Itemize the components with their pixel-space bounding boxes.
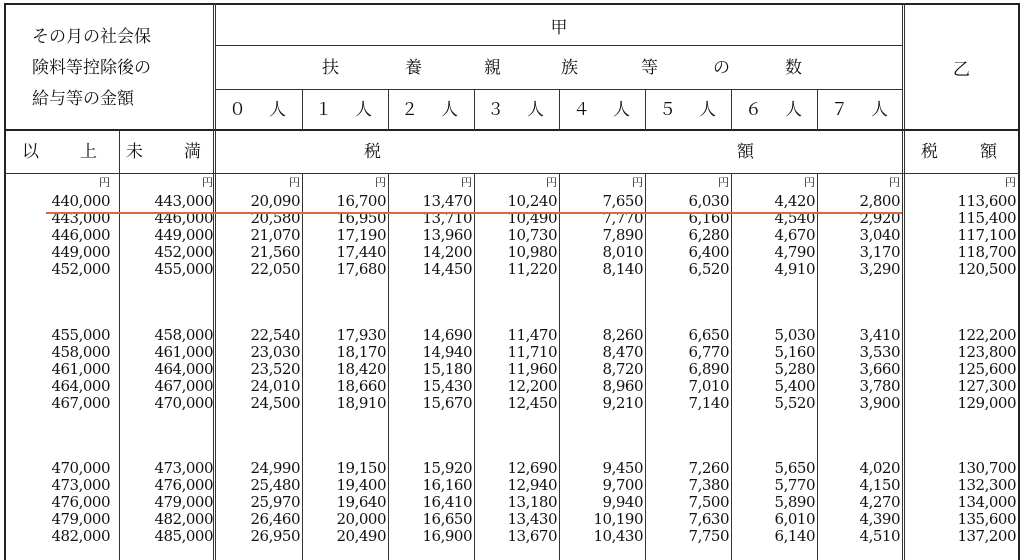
table-cell: 14,690 — [422, 326, 472, 344]
table-cell: 23,030 — [250, 343, 300, 361]
table-cell: 449,000 — [154, 226, 213, 244]
table-cell: 7,010 — [688, 377, 729, 395]
unit-mark: 円 — [375, 176, 386, 189]
dependent-count: １ — [315, 100, 332, 120]
table-cell: 15,670 — [422, 394, 472, 412]
unit-mark: 円 — [289, 176, 300, 189]
table-cell: 8,260 — [602, 326, 643, 344]
table-cell: 7,140 — [688, 394, 729, 412]
table-cell: 123,800 — [957, 343, 1016, 361]
table-cell: 443,000 — [51, 209, 110, 227]
table-cell: 455,000 — [51, 326, 110, 344]
otsu-header: 乙 — [953, 59, 970, 80]
table-cell: 6,650 — [688, 326, 729, 344]
dependent-count: ４ — [573, 100, 590, 120]
rule — [559, 89, 560, 130]
table-cell: 8,140 — [602, 260, 643, 278]
table-cell: 11,220 — [507, 260, 557, 278]
table-cell: 4,510 — [859, 527, 900, 545]
table-cell: 7,770 — [602, 209, 643, 227]
rule — [388, 174, 389, 560]
dependents-header-char: 養 — [405, 58, 422, 78]
dependents-header-char: 族 — [561, 58, 578, 78]
rule — [474, 89, 475, 130]
table-cell: 485,000 — [154, 527, 213, 545]
table-cell: 15,920 — [422, 459, 472, 477]
table-cell: 25,970 — [250, 493, 300, 511]
table-cell: 18,660 — [336, 377, 386, 395]
dependents-header-char: 等 — [641, 58, 658, 78]
kou-header: 甲 — [550, 17, 568, 38]
table-cell: 26,950 — [250, 527, 300, 545]
table-cell: 20,000 — [336, 510, 386, 528]
unit-mark: 円 — [461, 176, 472, 189]
table-cell: 24,990 — [250, 459, 300, 477]
table-cell: 458,000 — [51, 343, 110, 361]
rule — [119, 130, 120, 560]
table-cell: 5,030 — [774, 326, 815, 344]
rule — [474, 174, 475, 560]
table-cell: 7,890 — [602, 226, 643, 244]
table-cell: 5,520 — [774, 394, 815, 412]
dependent-count: ５ — [659, 100, 676, 120]
rule — [4, 129, 1020, 131]
table-cell: 129,000 — [957, 394, 1016, 412]
table-cell: 19,400 — [336, 476, 386, 494]
miman-label: 未 — [126, 142, 143, 162]
table-cell: 9,210 — [602, 394, 643, 412]
table-cell: 7,500 — [688, 493, 729, 511]
rule — [645, 89, 646, 130]
table-cell: 6,890 — [688, 360, 729, 378]
table-cell: 20,490 — [336, 527, 386, 545]
table-cell: 16,950 — [336, 209, 386, 227]
miman-label: 満 — [184, 142, 201, 162]
table-cell: 22,540 — [250, 326, 300, 344]
table-cell: 15,430 — [422, 377, 472, 395]
table-cell: 2,800 — [859, 192, 900, 210]
table-cell: 16,160 — [422, 476, 472, 494]
table-cell: 10,980 — [507, 243, 557, 261]
table-cell: 473,000 — [154, 459, 213, 477]
person-suffix: 人 — [269, 100, 286, 120]
table-cell: 122,200 — [957, 326, 1016, 344]
table-cell: 9,940 — [602, 493, 643, 511]
unit-mark: 円 — [99, 176, 110, 189]
table-cell: 21,070 — [250, 226, 300, 244]
table-cell: 5,280 — [774, 360, 815, 378]
table-cell: 12,200 — [507, 377, 557, 395]
table-cell: 120,500 — [957, 260, 1016, 278]
dependents-header-char: 扶 — [322, 58, 339, 78]
dependent-count: ２ — [401, 100, 418, 120]
table-cell: 3,530 — [859, 343, 900, 361]
table-cell: 5,770 — [774, 476, 815, 494]
table-cell: 3,410 — [859, 326, 900, 344]
table-cell: 443,000 — [154, 192, 213, 210]
header-line: 険料等控除後の — [32, 58, 151, 78]
header-line: その月の社会保 — [32, 27, 151, 47]
zei-label: 税 — [364, 142, 381, 162]
table-cell: 5,890 — [774, 493, 815, 511]
rule — [215, 45, 903, 46]
table-cell: 18,420 — [336, 360, 386, 378]
table-cell: 25,480 — [250, 476, 300, 494]
table-cell: 132,300 — [957, 476, 1016, 494]
person-suffix: 人 — [355, 100, 372, 120]
unit-mark: 円 — [546, 176, 557, 189]
table-cell: 6,140 — [774, 527, 815, 545]
table-cell: 20,090 — [250, 192, 300, 210]
table-cell: 6,400 — [688, 243, 729, 261]
unit-mark: 円 — [1005, 176, 1016, 189]
table-cell: 3,780 — [859, 377, 900, 395]
table-cell: 115,400 — [957, 209, 1016, 227]
table-cell: 18,170 — [336, 343, 386, 361]
table-cell: 6,010 — [774, 510, 815, 528]
dependent-count: ０ — [229, 100, 246, 120]
table-cell: 6,030 — [688, 192, 729, 210]
table-cell: 470,000 — [154, 394, 213, 412]
table-cell: 13,430 — [507, 510, 557, 528]
table-cell: 473,000 — [51, 476, 110, 494]
dependents-header-char: の — [713, 58, 730, 78]
table-cell: 117,100 — [957, 226, 1016, 244]
person-suffix: 人 — [699, 100, 716, 120]
table-cell: 21,560 — [250, 243, 300, 261]
table-cell: 8,960 — [602, 377, 643, 395]
table-cell: 7,380 — [688, 476, 729, 494]
header-line: 給与等の金額 — [32, 89, 134, 109]
table-cell: 4,910 — [774, 260, 815, 278]
table-cell: 452,000 — [51, 260, 110, 278]
table-cell: 4,150 — [859, 476, 900, 494]
table-cell: 464,000 — [51, 377, 110, 395]
table-cell: 130,700 — [957, 459, 1016, 477]
person-suffix: 人 — [527, 100, 544, 120]
table-cell: 9,700 — [602, 476, 643, 494]
table-cell: 8,010 — [602, 243, 643, 261]
table-cell: 3,290 — [859, 260, 900, 278]
dependent-count: ３ — [487, 100, 504, 120]
dependent-count: ６ — [745, 100, 762, 120]
table-cell: 10,730 — [507, 226, 557, 244]
table-cell: 16,900 — [422, 527, 472, 545]
table-cell: 3,900 — [859, 394, 900, 412]
table-cell: 17,930 — [336, 326, 386, 344]
table-cell: 24,500 — [250, 394, 300, 412]
table-cell: 452,000 — [154, 243, 213, 261]
table-cell: 440,000 — [51, 192, 110, 210]
table-cell: 14,940 — [422, 343, 472, 361]
table-cell: 19,150 — [336, 459, 386, 477]
table-cell: 7,750 — [688, 527, 729, 545]
dependents-header-char: 親 — [484, 58, 501, 78]
highlight-underline — [46, 212, 902, 214]
otsu-gaku-label: 額 — [980, 142, 997, 162]
rule — [817, 174, 818, 560]
table-cell: 17,440 — [336, 243, 386, 261]
table-cell: 14,450 — [422, 260, 472, 278]
table-cell: 4,540 — [774, 209, 815, 227]
table-cell: 16,410 — [422, 493, 472, 511]
table-cell: 470,000 — [51, 459, 110, 477]
table-cell: 482,000 — [51, 527, 110, 545]
table-cell: 9,450 — [602, 459, 643, 477]
otsu-zei-label: 税 — [921, 142, 938, 162]
table-cell: 135,600 — [957, 510, 1016, 528]
person-suffix: 人 — [613, 100, 630, 120]
amount-range-header — [32, 22, 151, 115]
table-cell: 4,420 — [774, 192, 815, 210]
table-cell: 5,650 — [774, 459, 815, 477]
table-cell: 10,490 — [507, 209, 557, 227]
person-suffix: 人 — [441, 100, 458, 120]
table-cell: 461,000 — [154, 343, 213, 361]
table-cell: 7,650 — [602, 192, 643, 210]
unit-mark: 円 — [202, 176, 213, 189]
rule — [731, 89, 732, 130]
table-cell: 479,000 — [154, 493, 213, 511]
table-cell: 20,580 — [250, 209, 300, 227]
table-cell: 5,400 — [774, 377, 815, 395]
table-cell: 125,600 — [957, 360, 1016, 378]
table-cell: 134,000 — [957, 493, 1016, 511]
person-suffix: 人 — [871, 100, 888, 120]
table-cell: 4,390 — [859, 510, 900, 528]
unit-mark: 円 — [804, 176, 815, 189]
table-cell: 4,020 — [859, 459, 900, 477]
table-cell: 10,240 — [507, 192, 557, 210]
table-cell: 7,630 — [688, 510, 729, 528]
table-cell: 449,000 — [51, 243, 110, 261]
table-cell: 4,670 — [774, 226, 815, 244]
table-cell: 18,910 — [336, 394, 386, 412]
rule — [302, 174, 303, 560]
table-cell: 3,660 — [859, 360, 900, 378]
dependent-count: ７ — [831, 100, 848, 120]
table-cell: 19,640 — [336, 493, 386, 511]
table-cell: 6,770 — [688, 343, 729, 361]
rule — [817, 89, 818, 130]
table-cell: 11,710 — [507, 343, 557, 361]
table-cell: 8,720 — [602, 360, 643, 378]
table-cell: 137,200 — [957, 527, 1016, 545]
table-cell: 446,000 — [51, 226, 110, 244]
table-cell: 7,260 — [688, 459, 729, 477]
ijou-label: 以 — [22, 142, 39, 162]
gaku-label: 額 — [737, 142, 754, 162]
table-cell: 464,000 — [154, 360, 213, 378]
table-cell: 458,000 — [154, 326, 213, 344]
table-cell: 6,520 — [688, 260, 729, 278]
rule — [731, 174, 732, 560]
table-cell: 455,000 — [154, 260, 213, 278]
table-cell: 17,680 — [336, 260, 386, 278]
table-cell: 4,790 — [774, 243, 815, 261]
table-cell: 10,190 — [593, 510, 643, 528]
table-cell: 6,280 — [688, 226, 729, 244]
table-cell: 13,670 — [507, 527, 557, 545]
table-cell: 22,050 — [250, 260, 300, 278]
table-cell: 446,000 — [154, 209, 213, 227]
table-cell: 24,010 — [250, 377, 300, 395]
table-cell: 476,000 — [154, 476, 213, 494]
table-cell: 476,000 — [51, 493, 110, 511]
unit-mark: 円 — [632, 176, 643, 189]
dependents-header-char: 数 — [785, 58, 802, 78]
table-cell: 13,470 — [422, 192, 472, 210]
table-cell: 12,690 — [507, 459, 557, 477]
table-cell: 14,200 — [422, 243, 472, 261]
rule — [302, 89, 303, 130]
table-cell: 3,170 — [859, 243, 900, 261]
table-cell: 482,000 — [154, 510, 213, 528]
table-cell: 10,430 — [593, 527, 643, 545]
rule — [559, 174, 560, 560]
unit-mark: 円 — [889, 176, 900, 189]
table-cell: 12,940 — [507, 476, 557, 494]
ijou-label: 上 — [80, 142, 97, 162]
table-cell: 461,000 — [51, 360, 110, 378]
table-cell: 467,000 — [51, 394, 110, 412]
table-cell: 113,600 — [957, 192, 1016, 210]
table-cell: 467,000 — [154, 377, 213, 395]
rule — [4, 173, 1020, 174]
table-cell: 12,450 — [507, 394, 557, 412]
table-cell: 23,520 — [250, 360, 300, 378]
table-cell: 15,180 — [422, 360, 472, 378]
table-cell: 5,160 — [774, 343, 815, 361]
table-cell: 2,920 — [859, 209, 900, 227]
table-cell: 479,000 — [51, 510, 110, 528]
unit-mark: 円 — [718, 176, 729, 189]
table-cell: 17,190 — [336, 226, 386, 244]
table-cell: 26,460 — [250, 510, 300, 528]
table-cell: 13,180 — [507, 493, 557, 511]
person-suffix: 人 — [785, 100, 802, 120]
table-cell: 8,470 — [602, 343, 643, 361]
table-cell: 16,650 — [422, 510, 472, 528]
table-cell: 16,700 — [336, 192, 386, 210]
table-cell: 13,960 — [422, 226, 472, 244]
rule — [645, 174, 646, 560]
table-cell: 118,700 — [957, 243, 1016, 261]
table-cell: 3,040 — [859, 226, 900, 244]
table-cell: 11,960 — [507, 360, 557, 378]
rule — [388, 89, 389, 130]
table-cell: 11,470 — [507, 326, 557, 344]
table-cell: 13,710 — [422, 209, 472, 227]
table-cell: 127,300 — [957, 377, 1016, 395]
table-cell: 4,270 — [859, 493, 900, 511]
table-cell: 6,160 — [688, 209, 729, 227]
